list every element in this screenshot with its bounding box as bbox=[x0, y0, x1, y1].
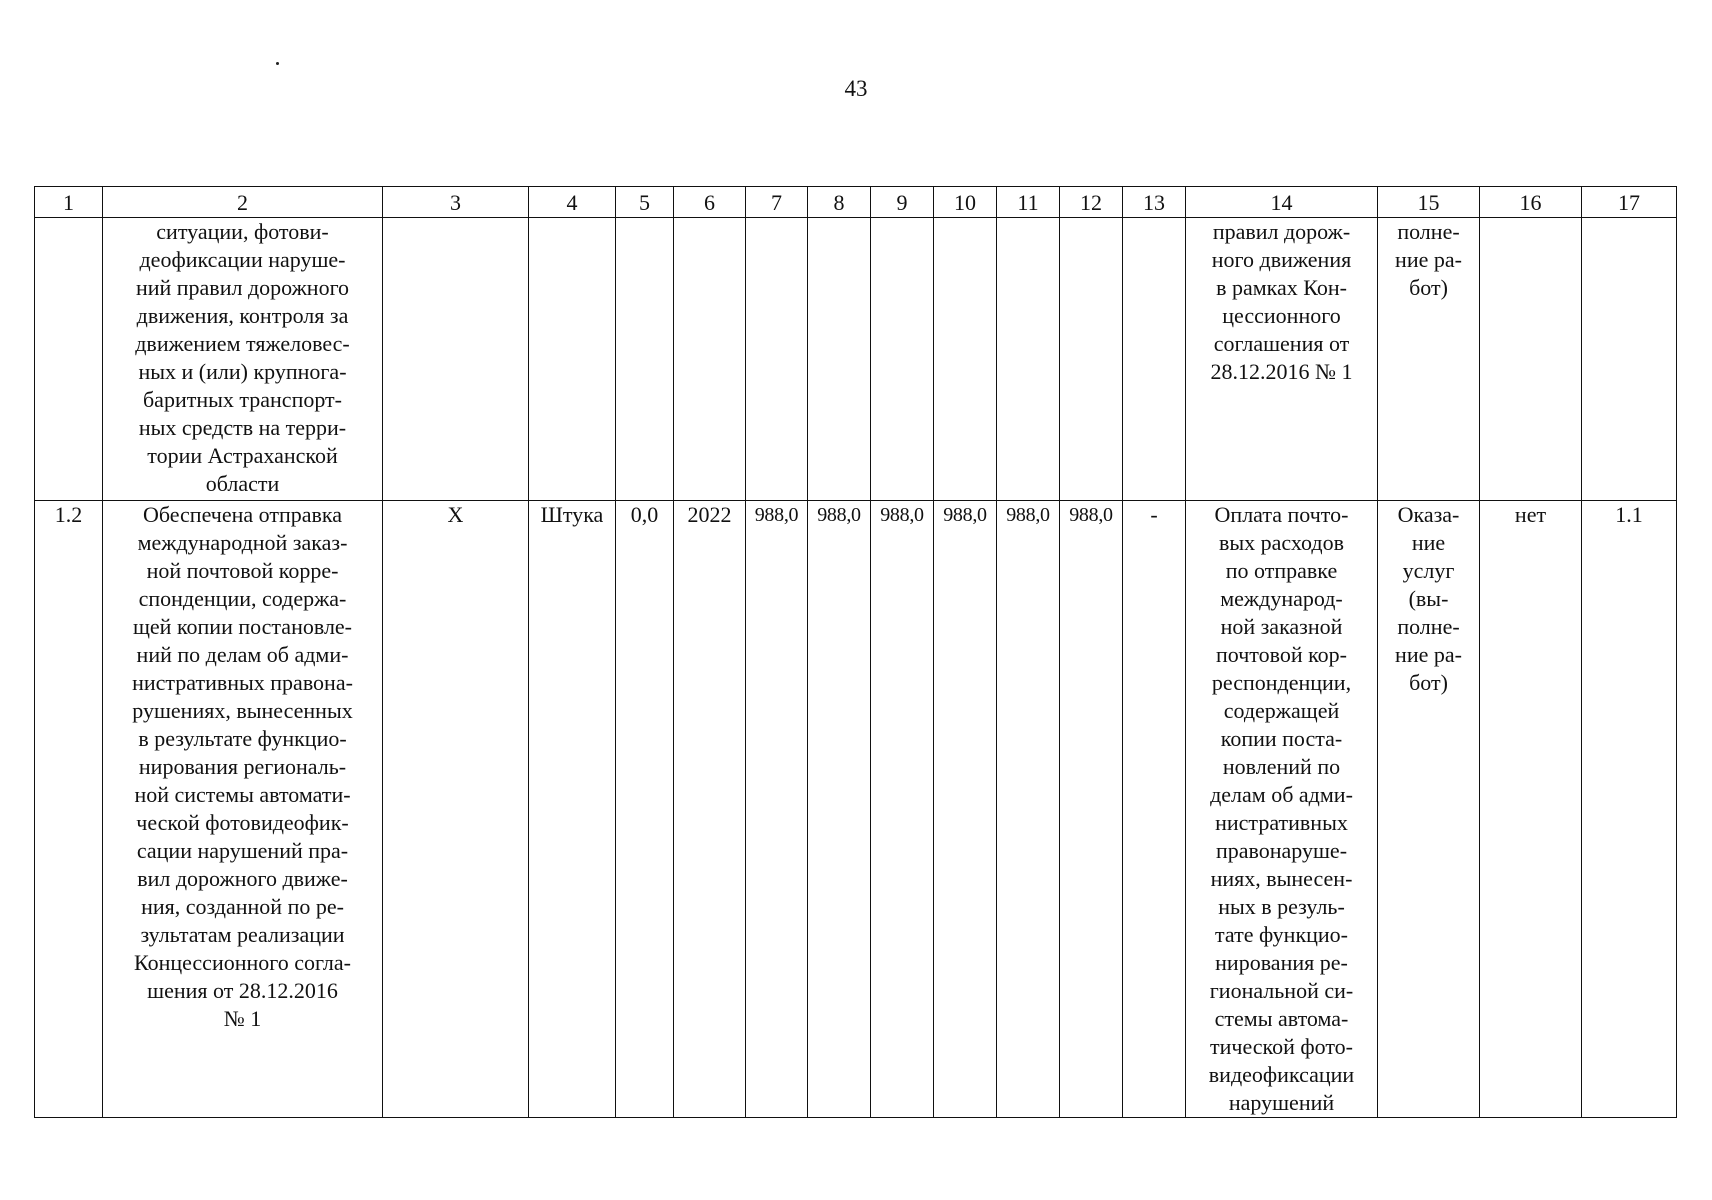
cell-col7: 988,0 bbox=[746, 501, 808, 1118]
header-col-8: 8 bbox=[808, 187, 871, 218]
cell-description: Обеспечена отправка международной заказ- ной почтовой корре- спонденции, содержа- щей копии постановле- ний по делам об адми- нистративных правона- рушениях, вынесенных в результате функцио- нирования региональ- ной системы автомати- ческой фотовидеофик- сации нарушений пра- вил дорожного движе- ния, созданной по ре- зультатам реализации Концессионного согла- шения от 28.12.2016 № 1 bbox=[103, 501, 383, 1118]
header-col-6: 6 bbox=[674, 187, 746, 218]
header-col-3: 3 bbox=[383, 187, 529, 218]
header-col-4: 4 bbox=[529, 187, 616, 218]
header-col-12: 12 bbox=[1060, 187, 1123, 218]
cell-col5 bbox=[616, 218, 674, 501]
cell-col6: 2022 bbox=[674, 501, 746, 1118]
cell-col8 bbox=[808, 218, 871, 501]
page-number: 43 bbox=[844, 76, 868, 101]
cell-col3: X bbox=[383, 501, 529, 1118]
cell-col15: Оказа- ние услуг (вы- полне- ние ра- бот) bbox=[1378, 501, 1480, 1118]
header-col-17: 17 bbox=[1582, 187, 1677, 218]
cell-index bbox=[35, 218, 103, 501]
cell-col9: 988,0 bbox=[871, 501, 934, 1118]
cell-col7 bbox=[746, 218, 808, 501]
header-row bbox=[35, 187, 1677, 218]
header-col-15: 15 bbox=[1378, 187, 1480, 218]
header-col-1: 1 bbox=[35, 187, 103, 218]
header-col-5: 5 bbox=[616, 187, 674, 218]
cell-col12: 988,0 bbox=[1060, 501, 1123, 1118]
cell-col13: - bbox=[1123, 501, 1186, 1118]
table-row bbox=[35, 218, 1677, 501]
cell-col14: Оплата почто- вых расходов по отправке международ- ной заказной почтовой кор- респонденции, содержащей копии поста- новлений по делам об адми- нистративных правонаруше- ниях, вынесен- ных в резуль- тате функцио- нирования ре- гиональной си- стемы автома- тической фото- видеофиксации нарушений bbox=[1186, 501, 1378, 1118]
cell-col13 bbox=[1123, 218, 1186, 501]
cell-col17: 1.1 bbox=[1582, 501, 1677, 1118]
header-col-11: 11 bbox=[997, 187, 1060, 218]
cell-col10: 988,0 bbox=[934, 501, 997, 1118]
cell-col16 bbox=[1480, 218, 1582, 501]
header-col-9: 9 bbox=[871, 187, 934, 218]
cell-col15: полне- ние ра- бот) bbox=[1378, 218, 1480, 501]
scan-speck bbox=[276, 62, 279, 65]
cell-col12 bbox=[1060, 218, 1123, 501]
header-col-14: 14 bbox=[1186, 187, 1378, 218]
cell-col10 bbox=[934, 218, 997, 501]
cell-col8: 988,0 bbox=[808, 501, 871, 1118]
header-col-13: 13 bbox=[1123, 187, 1186, 218]
cell-col4 bbox=[529, 218, 616, 501]
header-col-10: 10 bbox=[934, 187, 997, 218]
table-row bbox=[35, 501, 1677, 1118]
cell-col3 bbox=[383, 218, 529, 501]
cell-description: ситуации, фотови- деофиксации наруше- ний правил дорожного движения, контроля за движением тяжеловес- ных и (или) крупнога- баритных транспорт- ных средств на терри- тории Астраханской области bbox=[103, 218, 383, 501]
header-col-16: 16 bbox=[1480, 187, 1582, 218]
header-col-2: 2 bbox=[103, 187, 383, 218]
cell-col11 bbox=[997, 218, 1060, 501]
cell-col5: 0,0 bbox=[616, 501, 674, 1118]
cell-col11: 988,0 bbox=[997, 501, 1060, 1118]
cell-col6 bbox=[674, 218, 746, 501]
cell-col9 bbox=[871, 218, 934, 501]
data-table bbox=[34, 186, 1677, 1118]
cell-col17 bbox=[1582, 218, 1677, 501]
header-col-7: 7 bbox=[746, 187, 808, 218]
cell-col14: правил дорож- ного движения в рамках Кон- цессионного соглашения от 28.12.2016 № 1 bbox=[1186, 218, 1378, 501]
cell-index: 1.2 bbox=[35, 501, 103, 1118]
cell-col16: нет bbox=[1480, 501, 1582, 1118]
cell-col4: Штука bbox=[529, 501, 616, 1118]
